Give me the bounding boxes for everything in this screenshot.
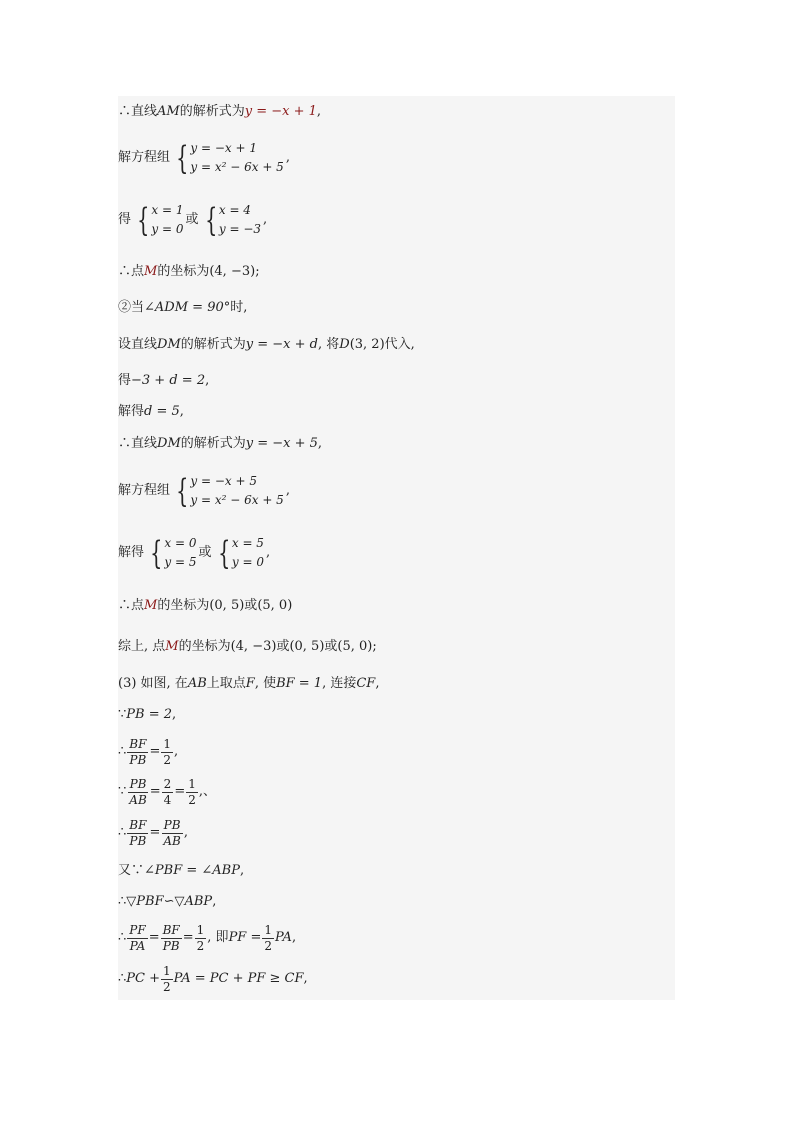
fraction-numerator: 1 bbox=[264, 922, 272, 937]
solution-line-10 bbox=[118, 472, 675, 510]
system-row: y = 0 bbox=[151, 222, 184, 236]
line-variable: M bbox=[144, 598, 158, 613]
line-text: , bbox=[316, 104, 322, 119]
solution-line-5 bbox=[118, 300, 675, 316]
fraction bbox=[127, 777, 148, 808]
line-text: ∴直线 bbox=[118, 104, 158, 119]
equation-system bbox=[133, 201, 183, 239]
line-text: 解方程组 bbox=[118, 150, 171, 165]
line-text: , 使 bbox=[254, 676, 277, 691]
solution-line-20 bbox=[118, 894, 675, 910]
system-row: y = 0 bbox=[231, 555, 264, 569]
line-value: (5, 0) bbox=[257, 598, 293, 613]
line-text: ∴点 bbox=[118, 264, 145, 279]
line-text: 设直线 bbox=[118, 337, 158, 352]
line-equation: y = −x + 1 bbox=[244, 104, 317, 119]
line-text: 解得 bbox=[118, 404, 145, 419]
line-text: 或 bbox=[244, 598, 258, 613]
system-row: x = 1 bbox=[151, 203, 184, 217]
line-text: , bbox=[375, 676, 380, 691]
solution-line-1 bbox=[118, 104, 675, 120]
fraction bbox=[161, 964, 173, 995]
line-text: ∴直线 bbox=[118, 436, 158, 451]
system-row: x = 4 bbox=[218, 203, 251, 217]
line-text: , bbox=[172, 707, 177, 722]
line-text: , bbox=[285, 150, 290, 165]
solution-line-12 bbox=[118, 598, 675, 614]
solution-line-16 bbox=[118, 736, 675, 768]
fraction bbox=[127, 923, 147, 954]
line-text: (3) 如图, 在 bbox=[118, 676, 188, 691]
fraction bbox=[262, 923, 274, 954]
line-variable: M bbox=[165, 639, 179, 654]
fraction-denominator: PB bbox=[162, 938, 180, 953]
line-value: (4, −3) bbox=[209, 264, 256, 279]
line-text: ∵ bbox=[118, 784, 127, 799]
brace-icon: { bbox=[217, 534, 230, 572]
system-row: y = −3 bbox=[218, 222, 262, 236]
line-text: 解方程组 bbox=[118, 483, 171, 498]
fraction bbox=[127, 737, 148, 768]
line-text: 的坐标为 bbox=[178, 639, 231, 654]
line-value: (0, 5) bbox=[289, 639, 325, 654]
line-equation: y = −x + d bbox=[245, 337, 318, 352]
fraction bbox=[161, 818, 182, 849]
line-equation: PC + bbox=[126, 971, 160, 986]
line-text: 综上, 点 bbox=[118, 639, 166, 654]
solution-line-17 bbox=[118, 776, 675, 808]
line-text: ∴ bbox=[118, 971, 127, 986]
fraction-denominator: 2 bbox=[163, 752, 171, 767]
line-equation: PF = bbox=[228, 930, 262, 945]
line-text: ∴ bbox=[118, 744, 127, 759]
solution-line-6 bbox=[118, 337, 675, 353]
line-equation: ∠PBF = ∠ABP bbox=[144, 863, 240, 878]
line-text: , bbox=[239, 863, 245, 878]
solution-line-14 bbox=[118, 676, 675, 692]
line-text: = bbox=[149, 784, 161, 799]
line-text: 又∵ bbox=[118, 863, 145, 878]
line-equation: PA bbox=[275, 930, 292, 945]
line-text: 的解析式为 bbox=[180, 337, 246, 352]
fraction bbox=[162, 777, 174, 808]
line-text: 的解析式为 bbox=[179, 104, 245, 119]
line-equation: PA = PC + PF ≥ CF bbox=[173, 971, 304, 986]
solution-line-19 bbox=[118, 863, 675, 879]
line-equation: BF = 1 bbox=[276, 676, 323, 691]
solution-line-4 bbox=[118, 264, 675, 280]
line-text: 时, bbox=[230, 300, 248, 315]
line-text: ∴ bbox=[118, 894, 127, 909]
fraction bbox=[186, 777, 198, 808]
line-text: 或 bbox=[185, 212, 199, 227]
line-text: 代入, bbox=[384, 337, 415, 352]
brace-icon: { bbox=[176, 472, 189, 510]
system-row: x = 5 bbox=[231, 536, 264, 550]
solution-line-2 bbox=[118, 139, 675, 177]
line-text: ; bbox=[372, 639, 377, 654]
line-value: (3, 2) bbox=[349, 337, 385, 352]
system-row: y = x² − 6x + 5 bbox=[190, 493, 284, 507]
line-variable: AM bbox=[157, 104, 180, 119]
line-text: 上取点 bbox=[206, 676, 246, 691]
line-text: , bbox=[265, 545, 271, 560]
fraction bbox=[127, 818, 148, 849]
line-text: = bbox=[149, 825, 161, 840]
fraction-numerator: PB bbox=[163, 817, 181, 832]
line-text: = bbox=[182, 930, 194, 945]
system-row: y = x² − 6x + 5 bbox=[190, 160, 284, 174]
line-text: 得 bbox=[118, 373, 132, 388]
equation-system bbox=[172, 139, 284, 177]
line-variable: DM bbox=[157, 436, 181, 451]
line-variable: M bbox=[144, 264, 158, 279]
line-text: ②当 bbox=[118, 300, 145, 315]
line-text: , bbox=[183, 825, 188, 840]
system-row: y = −x + 5 bbox=[190, 474, 257, 488]
line-text: , bbox=[205, 373, 210, 388]
fraction-numerator: PB bbox=[129, 776, 147, 791]
line-text: , bbox=[173, 744, 179, 759]
fraction-denominator: 2 bbox=[188, 792, 196, 807]
line-text: , 连接 bbox=[322, 676, 357, 691]
line-text: 或 bbox=[276, 639, 290, 654]
line-text: ∴点 bbox=[118, 598, 145, 613]
fraction-numerator: 1 bbox=[163, 963, 171, 978]
line-value: (4, −3) bbox=[230, 639, 277, 654]
line-equation: −3 + d = 2 bbox=[131, 373, 206, 388]
fraction-denominator: 2 bbox=[264, 938, 272, 953]
system-row: y = 5 bbox=[164, 555, 197, 569]
fraction bbox=[161, 737, 173, 768]
brace-icon: { bbox=[137, 201, 150, 239]
line-equation: y = −x + 5 bbox=[245, 436, 318, 451]
line-text: ∴ bbox=[118, 930, 127, 945]
solution-line-8 bbox=[118, 404, 675, 420]
line-variable: DM bbox=[157, 337, 181, 352]
fraction-denominator: PB bbox=[129, 752, 147, 767]
solution-line-18 bbox=[118, 817, 675, 849]
line-text: , bbox=[285, 483, 290, 498]
solution-line-7 bbox=[118, 373, 675, 389]
brace-icon: { bbox=[176, 139, 189, 177]
solution-line-11 bbox=[118, 534, 675, 572]
solution-line-21 bbox=[118, 922, 675, 954]
fraction-denominator: PB bbox=[129, 833, 147, 848]
fraction-numerator: PF bbox=[129, 922, 146, 937]
line-variable: AB bbox=[187, 676, 207, 691]
system-row: y = −x + 1 bbox=[190, 141, 257, 155]
fraction-numerator: 2 bbox=[163, 776, 172, 791]
equation-system bbox=[146, 534, 196, 572]
line-text: , bbox=[212, 894, 217, 909]
line-text: 的坐标为 bbox=[157, 264, 210, 279]
solution-line-22 bbox=[118, 963, 675, 995]
fraction-numerator: 1 bbox=[188, 776, 196, 791]
line-text: , 将 bbox=[317, 337, 340, 352]
equation-system bbox=[214, 534, 264, 572]
line-text: , bbox=[179, 404, 184, 419]
line-variable: F bbox=[245, 676, 255, 691]
line-equation: ∠ADM = 90° bbox=[144, 300, 231, 315]
solution-line-3 bbox=[118, 201, 675, 239]
fraction-denominator: 4 bbox=[163, 792, 172, 807]
line-text: ,、 bbox=[198, 784, 216, 799]
solution-line-13 bbox=[118, 639, 675, 655]
line-text: = bbox=[149, 744, 161, 759]
line-equation: d = 5 bbox=[144, 404, 180, 419]
fraction-numerator: BF bbox=[162, 922, 180, 937]
fraction-numerator: 1 bbox=[163, 736, 171, 751]
system-row: x = 0 bbox=[164, 536, 197, 550]
solution-line-9 bbox=[118, 436, 675, 452]
fraction-numerator: BF bbox=[129, 817, 147, 832]
line-text: 或 bbox=[198, 545, 212, 560]
fraction bbox=[161, 923, 182, 954]
fraction bbox=[195, 923, 207, 954]
fraction-denominator: AB bbox=[129, 792, 147, 807]
line-text: 的解析式为 bbox=[180, 436, 246, 451]
equation-system bbox=[201, 201, 262, 239]
line-text: ; bbox=[255, 264, 260, 279]
line-value: (5, 0) bbox=[337, 639, 373, 654]
line-equation: PB = 2 bbox=[126, 707, 173, 722]
line-value: (0, 5) bbox=[209, 598, 245, 613]
line-text: 得 bbox=[118, 212, 132, 227]
line-text: , bbox=[291, 930, 297, 945]
line-text: , bbox=[317, 436, 323, 451]
brace-icon: { bbox=[204, 201, 217, 239]
line-variable: D bbox=[339, 337, 350, 352]
fraction-numerator: BF bbox=[129, 736, 147, 751]
fraction-denominator: 2 bbox=[163, 979, 171, 994]
line-text: ∵ bbox=[118, 707, 127, 722]
line-text: = bbox=[148, 930, 160, 945]
line-text: , bbox=[303, 971, 308, 986]
line-text: ∴ bbox=[118, 825, 127, 840]
brace-icon: { bbox=[150, 534, 163, 572]
line-text: , bbox=[263, 212, 268, 227]
line-variable: CF bbox=[356, 676, 376, 691]
line-text: 的坐标为 bbox=[157, 598, 210, 613]
fraction-denominator: AB bbox=[163, 833, 181, 848]
line-equation: ▽PBF∽▽ABP bbox=[126, 894, 213, 909]
line-text: = bbox=[174, 784, 186, 799]
line-text: , 即 bbox=[207, 930, 229, 945]
solution-line-15 bbox=[118, 707, 675, 723]
fraction-denominator: 2 bbox=[196, 938, 205, 953]
line-text: 解得 bbox=[118, 545, 145, 560]
fraction-denominator: PA bbox=[129, 938, 146, 953]
fraction-numerator: 1 bbox=[196, 922, 205, 937]
line-text: 或 bbox=[324, 639, 338, 654]
equation-system bbox=[172, 472, 284, 510]
